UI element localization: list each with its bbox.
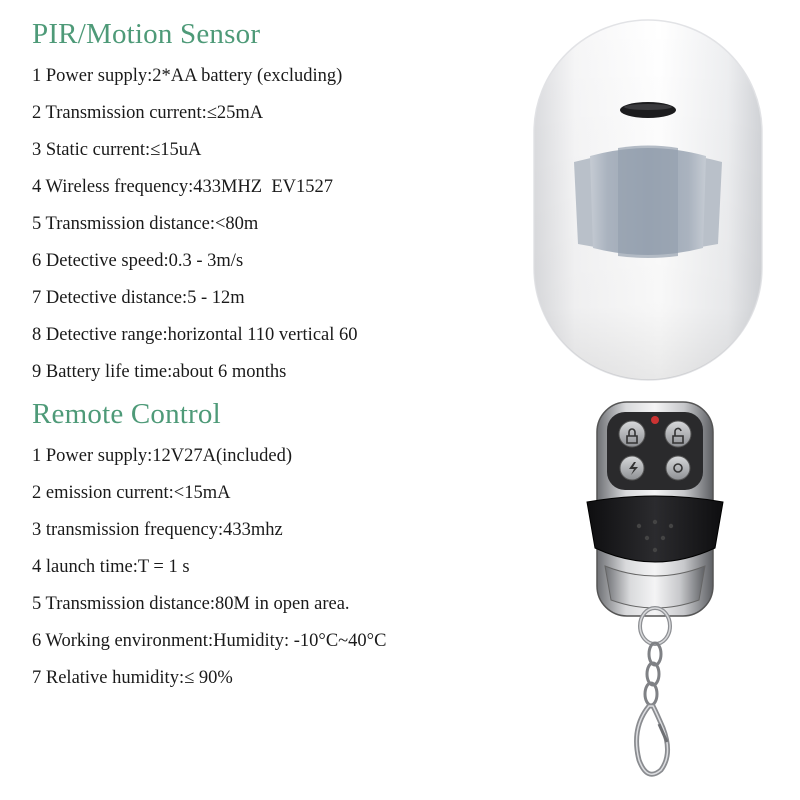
spec-item: 3 transmission frequency:433mhz	[32, 520, 283, 540]
spec-item: 6 Detective speed:0.3 - 3m/s	[32, 251, 244, 271]
spec-item: 1 Power supply:12V27A(included)	[32, 446, 292, 466]
remote-section-title: Remote Control	[32, 398, 221, 430]
spec-item: 3 Static current:≤15uA	[32, 140, 202, 160]
spec-item: 9 Battery life time:about 6 months	[32, 362, 287, 382]
spec-item: 1 Power supply:2*AA battery (excluding)	[32, 66, 343, 86]
remote-control-image	[575, 398, 735, 790]
sensor-spec-list	[32, 58, 358, 391]
sensor-section-title: PIR/Motion Sensor	[32, 18, 261, 50]
spec-item: 2 Transmission current:≤25mA	[32, 103, 264, 123]
spec-item: 5 Transmission distance:<80m	[32, 214, 259, 234]
remote-spec-list	[32, 438, 386, 697]
spec-item: 6 Working environment:Humidity: -10°C~40°C	[32, 631, 387, 651]
pir-sensor-image	[530, 18, 766, 382]
spec-item: 7 Relative humidity:≤ 90%	[32, 668, 233, 688]
spec-item: 4 Wireless frequency:433MHZ EV1527	[32, 177, 334, 197]
spec-item: 5 Transmission distance:80M in open area.	[32, 594, 350, 614]
spec-item: 8 Detective range:horizontal 110 vertical 60	[32, 325, 358, 345]
spec-item: 7 Detective distance:5 - 12m	[32, 288, 245, 308]
spec-item: 4 launch time:T = 1 s	[32, 557, 190, 577]
spec-item: 2 emission current:<15mA	[32, 483, 231, 503]
